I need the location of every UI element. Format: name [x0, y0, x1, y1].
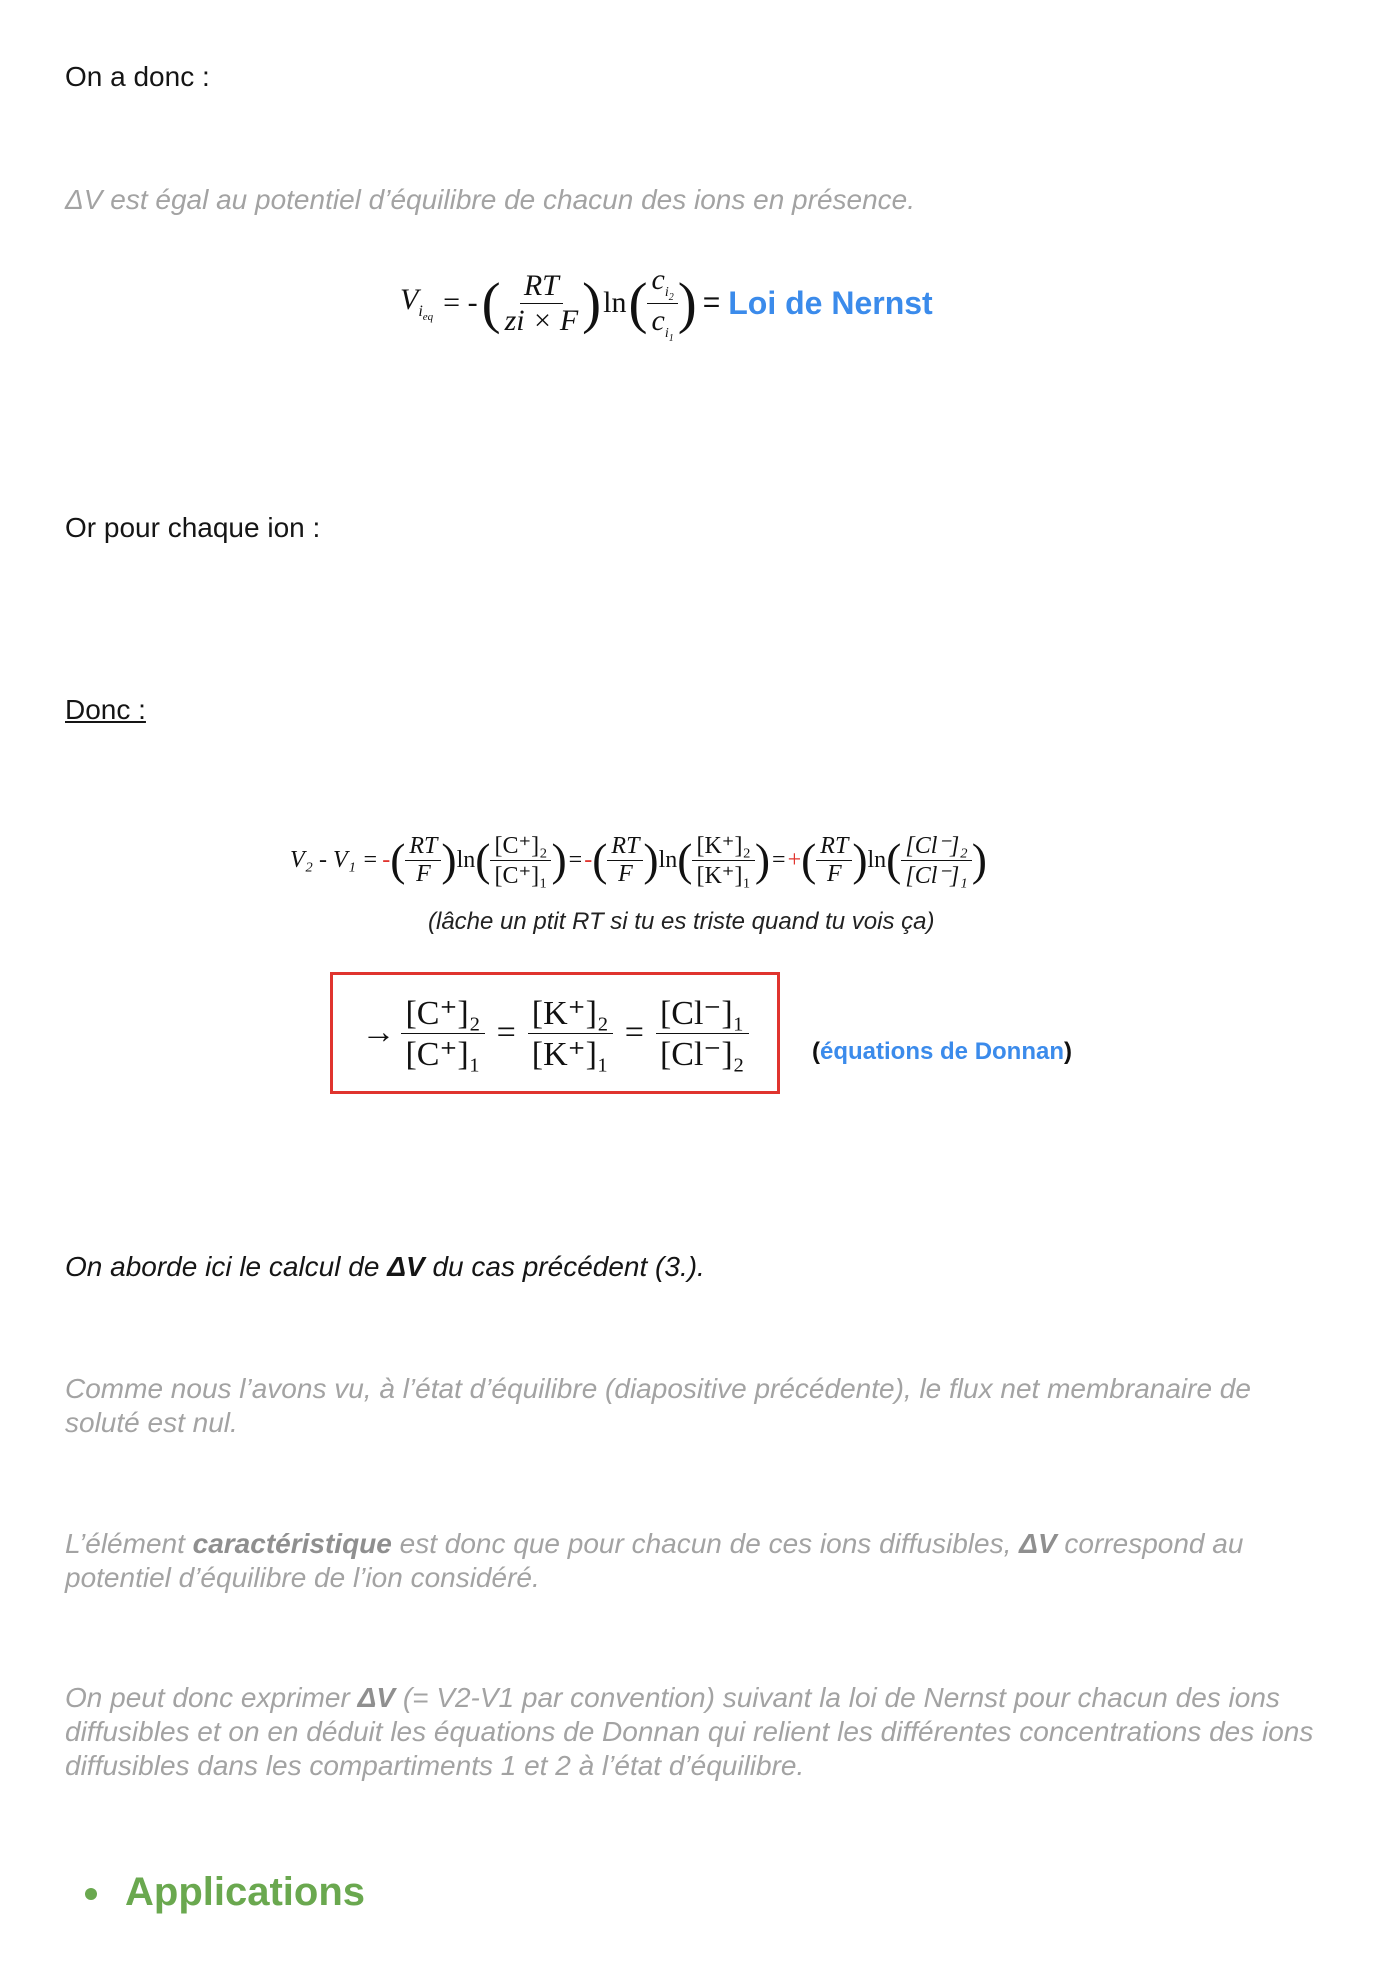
- formula-lhs: V₂ - V₁ =: [290, 846, 379, 873]
- exprimer-text: On peut donc exprimer ΔV (= V2-V1 par convention) suivant la loi de Nernst pour chacun des ions diffusibles et on en déduit les équations de Donnan qui relient les différentes concentrations des ions diffusibles dans les compartiments 1 et 2 à l’état d’équilibre.: [65, 1682, 1314, 1781]
- nernst-fraction: $\frac{RT}{zi \times F}$: [504, 268, 579, 337]
- nernst-ln: ln: [603, 286, 627, 319]
- paren: ): [677, 271, 697, 335]
- cl-ratio: $\frac{\text{[Cl⁻]₂}}{\text{[Cl⁻]₁}}$: [901, 831, 971, 890]
- donc-text: Donc :: [65, 694, 146, 725]
- c-equation: $\frac{\text{[C⁺]₂}}{\text{[C⁺]₁}}$: [401, 993, 484, 1074]
- paren: (: [628, 271, 648, 335]
- loi-de-nernst-label: Loi de Nernst: [728, 284, 933, 321]
- arrow-icon: →: [361, 1014, 396, 1051]
- paren: ): [582, 271, 602, 335]
- sign-minus: -: [382, 846, 391, 873]
- or-pour-chaque-ion-text: Or pour chaque ion :: [65, 512, 321, 543]
- sign-minus: -: [584, 846, 593, 873]
- formula-caption: (lâche un ptit RT si tu es triste quand tu vois ça): [428, 908, 935, 935]
- cl-equation: $\frac{\text{[Cl⁻]₁}}{\text{[Cl⁻]₂}}$: [656, 993, 749, 1074]
- bullet-icon: [85, 1888, 97, 1900]
- on-a-donc-text: On a donc :: [65, 61, 210, 92]
- comme-nous-text: Comme nous l’avons vu, à l’état d’équilibre (diapositive précédente), le flux net membranaire de soluté est nul.: [65, 1373, 1251, 1438]
- c-ratio: $\frac{\text{[C⁺]₂}}{\text{[C⁺]₁}}$: [490, 831, 551, 890]
- nernst-equation: [400, 248, 933, 358]
- element-caracteristique-text: L’élément caractéristique est donc que pour chacun de ces ions diffusibles, ΔV correspond au potentiel d’équilibre de l’ion considéré.: [65, 1528, 1244, 1593]
- sign-plus: +: [787, 846, 802, 873]
- aborde-text: On aborde ici le calcul de ΔV du cas précédent (3.).: [65, 1251, 705, 1282]
- nernst-equals: =: [702, 286, 721, 319]
- applications-heading: Applications: [85, 1870, 365, 1915]
- k-ratio: $\frac{\text{[K⁺]₂}}{\text{[K⁺]₁}}$: [692, 831, 754, 890]
- delta-v-intro-text: ΔV est égal au potentiel d’équilibre de chacun des ions en présence.: [65, 184, 916, 215]
- donnan-label: (équations de Donnan): [812, 1038, 1073, 1065]
- nernst-eq-minus: = -: [443, 286, 478, 319]
- donnan-equations-box: → $\frac{\text{[C⁺]₂}}{\text{[C⁺]₁}}$ = $\frac{\text{[K⁺]₂}}{\text{[K⁺]₁}}$ = $\frac{\text{[Cl⁻]₁}}{\text{[Cl⁻]₂}}$: [330, 972, 780, 1094]
- nernst-concentration-fraction: $\frac{c_{i_2}}{c_{i_1}}$: [647, 263, 677, 344]
- k-equation: $\frac{\text{[K⁺]₂}}{\text{[K⁺]₁}}$: [528, 993, 613, 1074]
- nernst-lhs: $V_{i_{eq}}$: [400, 282, 434, 324]
- paren: (: [481, 271, 501, 335]
- donnan-potential-formula: V₂ - V₁ = - ( $\frac{RT}{F}$ ) ln ( $\frac{\text{[C⁺]₂}}{\text{[C⁺]₁}}$ ) = - ( $\frac{RT}{F}$ ) ln ( $\frac{\text{[K⁺]₂}}{\text{[K⁺]₁}}$ ) = + ( $\frac{RT}{F}$ ) ln ( $\frac{\text{[Cl⁻]₂}}{\text{[Cl⁻]₁}}$ ): [290, 832, 987, 889]
